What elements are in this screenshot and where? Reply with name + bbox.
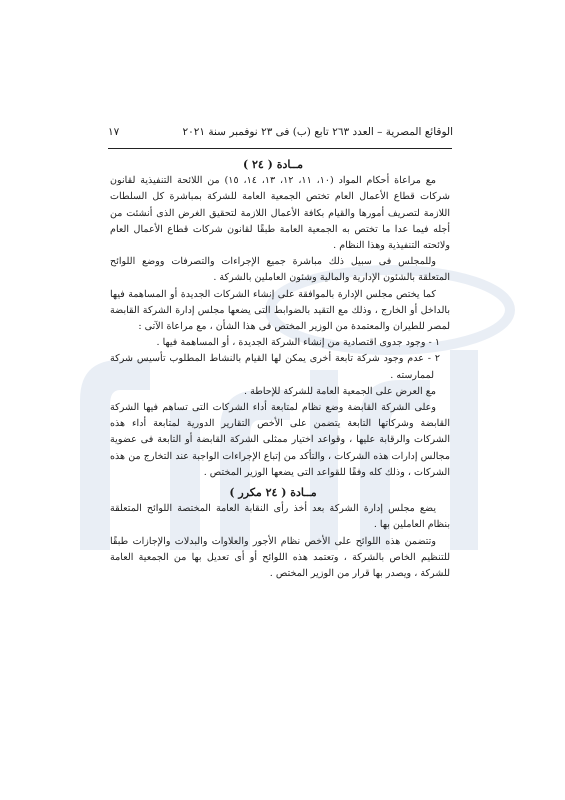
page-number: ١٧: [108, 126, 120, 138]
article-24-bis-heading: مــادة ( ٢٤ مكرر ): [229, 486, 317, 500]
article-24-paragraph-2: وللمجلس فى سبيل ذلك مباشرة جميع الإجراءات والتصرفات ووضع اللوائح المتعلقة بالشئون الإدارية والمالية وشئون العاملين بالشركة .: [110, 256, 450, 284]
article-24-list-item-1: ١ - وجود جدوى اقتصادية من إنشاء الشركة الجديدة ، أو المساهمة فيها .: [156, 337, 440, 349]
article-24-heading: مــادة ( ٢٤ ): [242, 158, 304, 171]
article-24-paragraph-1: مع مراعاة أحكام المواد (١٠، ١١، ١٢، ١٣، ١٤، ١٥) من اللائحة التنفيذية لقانون شركات قطاع الأعمال العام تختص الجمعية العامة للشركة بمباشرة كل السلطات اللازمة لتصريف أمورها والقيام بكافة الأعمال اللازمة لتحقيق الغرض الذى أنشئت من أجله فيما عدا ما تختص به الجمعية العامة طبقًا لقانون شركات قطاع الأعمال العام ولائحته التنفيذية وهذا النظام .: [110, 175, 450, 252]
page-body: [110, 157, 450, 582]
article-24-paragraph-3: كما يختص مجلس الإدارة بالموافقة على إنشاء الشركات الجديدة أو المساهمة فيها بالداخل أو الخارج ، وذلك مع التقيد بالضوابط التى يضعها مجلس إدارة الشركة القابضة لمصر للطيران والمعتمدة من الوزير المختص فى هذا الشأن ، مع مراعاة الآتى :: [110, 288, 450, 333]
article-24-paragraph-5: وعلى الشركة القابضة وضع نظام لمتابعة أداء الشركات التى تساهم فيها الشركة القابضة وشركاتها التابعة يتضمن على الأخص التقارير الدورية لمتابعة أداء هذه الشركات والرقابة عليها ، وقواعد اختيار ممثلى الشركة القابضة أو التابعة فى عضوية مجالس إدارات هذه الشركات ، والتأكد من إتباع الإجراءات الواجبة عند التخارج من هذه الشركات ، وذلك كله وفقًا للقواعد التى يضعها الوزير المختص .: [110, 402, 450, 478]
article-24-bis-paragraph-1: يضع مجلس إدارة الشركة بعد أخذ رأى النقابة العامة المختصة اللوائح المتعلقة بنظام العاملين بها .: [110, 503, 450, 531]
article-24-bis-paragraph-2: وتتضمن هذه اللوائح على الأخص نظام الأجور والعلاوات والبدلات والإجازات طبقًا للتنظيم الخاص بالشركة ، وتعتمد هذه اللوائح أو أى تعديل بها من الجمعية العامة للشركة ، ويصدر بها قرار من الوزير المختص .: [110, 535, 450, 580]
header-title: الوقائع المصرية – العدد ٢٦٣ تابع (ب) فى ٢٣ نوفمبر سنة ٢٠٢١: [182, 126, 453, 138]
article-24-paragraph-4: مع العرض على الجمعية العامة للشركة للإحاطة .: [243, 385, 436, 397]
header-divider: [108, 148, 452, 149]
article-24-list-item-2: ٢ - عدم وجود شركة تابعة أخرى يمكن لها القيام بالنشاط المطلوب تأسيس شركة لممارسته .: [110, 353, 440, 381]
page-header: [108, 126, 453, 138]
